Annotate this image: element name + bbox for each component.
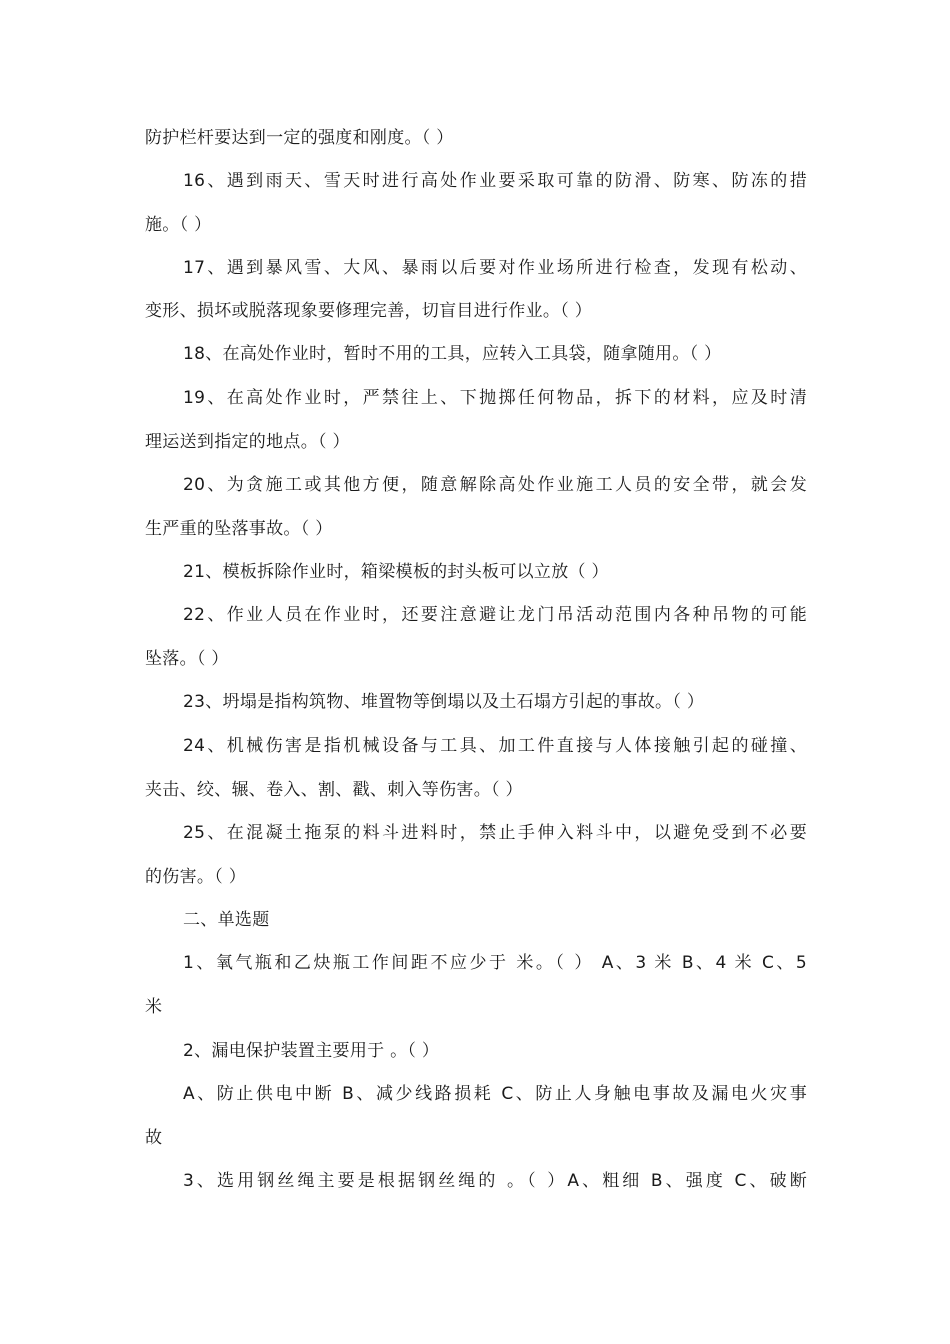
single-choice-3: 3、选用钢丝绳主要是根据钢丝绳的 。（ ）A、粗细 B、强度 C、破断 <box>183 1171 807 1191</box>
text-line: 理运送到指定的地点。（ ） <box>145 432 350 452</box>
text-line: 坠落。（ ） <box>145 649 229 669</box>
question-18: 18、在高处作业时，暂时不用的工具，应转入工具袋，随拿随用。（ ） <box>183 344 722 364</box>
section-heading: 二、单选题 <box>183 910 270 930</box>
question-16: 16、遇到雨天、雪天时进行高处作业要采取可靠的防滑、防寒、防冻的措 <box>183 171 807 191</box>
text-line: 米 <box>145 997 163 1017</box>
question-20: 20、为贪施工或其他方便，随意解除高处作业施工人员的安全带，就会发 <box>183 475 807 495</box>
text-line: 施。（ ） <box>145 215 212 235</box>
single-choice-1: 1、氧气瓶和乙炔瓶工作间距不应少于 米。（ ） A、3 米 B、4 米 C、5 <box>183 953 807 973</box>
question-21: 21、模板拆除作业时，箱梁模板的封头板可以立放（ ） <box>183 562 609 582</box>
question-25: 25、在混凝土拖泵的料斗进料时，禁止手伸入料斗中，以避免受到不必要 <box>183 823 807 843</box>
single-choice-2-options: A、防止供电中断 B、减少线路损耗 C、防止人身触电事故及漏电火灾事 <box>183 1084 807 1104</box>
question-23: 23、坍塌是指构筑物、堆置物等倒塌以及土石塌方引起的事故。（ ） <box>183 692 705 712</box>
question-17: 17、遇到暴风雪、大风、暴雨以后要对作业场所进行检查，发现有松动、 <box>183 258 807 278</box>
text-line: 故 <box>145 1128 163 1148</box>
single-choice-2: 2、漏电保护装置主要用于 。（ ） <box>183 1041 440 1061</box>
text-line: 变形、损坏或脱落现象要修理完善，切盲目进行作业。（ ） <box>145 301 593 321</box>
text-line: 夹击、绞、辗、卷入、割、戳、刺入等伤害。（ ） <box>145 780 523 800</box>
question-19: 19、在高处作业时，严禁往上、下抛掷任何物品，拆下的材料，应及时清 <box>183 388 807 408</box>
text-line: 防护栏杆要达到一定的强度和刚度。（ ） <box>145 128 454 148</box>
question-24: 24、机械伤害是指机械设备与工具、加工件直接与人体接触引起的碰撞、 <box>183 736 807 756</box>
text-line: 生严重的坠落事故。（ ） <box>145 519 333 539</box>
question-22: 22、作业人员在作业时，还要注意避让龙门吊活动范围内各种吊物的可能 <box>183 605 807 625</box>
text-line: 的伤害。（ ） <box>145 867 247 887</box>
